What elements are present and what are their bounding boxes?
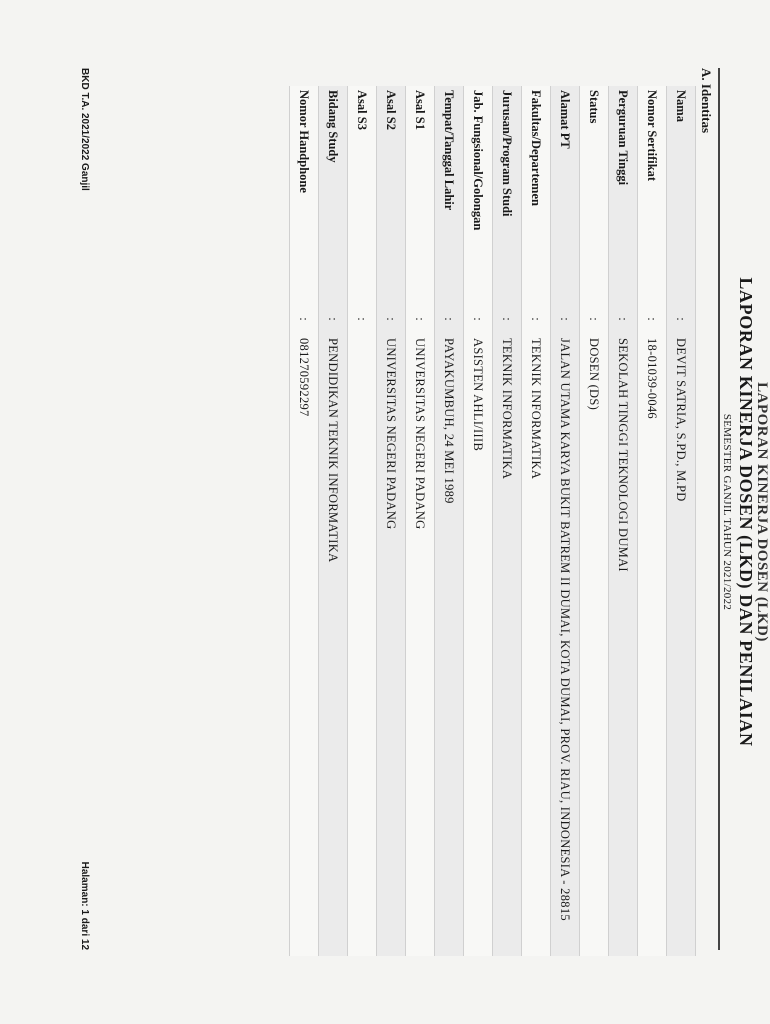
- row-separator: :: [522, 304, 551, 334]
- footer-page-number: Halaman: 1 dari 12: [79, 861, 90, 950]
- identity-row: [435, 86, 464, 956]
- row-separator: :: [464, 304, 493, 334]
- row-label: Jab. Fungsional/Golongan: [464, 86, 493, 304]
- row-label: Fakultas/Departemen: [522, 86, 551, 304]
- row-separator: :: [609, 304, 638, 334]
- row-value: DOSEN (DS): [580, 334, 609, 956]
- row-label: Asal S2: [377, 86, 406, 304]
- identity-row: [319, 86, 348, 956]
- row-label: Asal S1: [406, 86, 435, 304]
- row-separator: :: [435, 304, 464, 334]
- row-separator: :: [493, 304, 522, 334]
- row-label: Alamat PT: [551, 86, 580, 304]
- row-label: Tempat/Tanggal Lahir: [435, 86, 464, 304]
- identity-row: [377, 86, 406, 956]
- row-value: JALAN UTAMA KARYA BUKIT BATREM II DUMAI, KOTA DUMAI, PROV. RIAU, INDONESIA - 28815: [551, 334, 580, 956]
- partial-top-title: LAPORAN KINERJA DOSEN (LKD): [754, 382, 770, 642]
- row-label: Asal S3: [348, 86, 377, 304]
- identity-table: [289, 86, 696, 956]
- row-label: Nama: [667, 86, 696, 304]
- row-separator: :: [580, 304, 609, 334]
- row-separator: :: [406, 304, 435, 334]
- row-value: ASISTEN AHLI/IIIB: [464, 334, 493, 956]
- identity-row: [551, 86, 580, 956]
- identity-row: [638, 86, 667, 956]
- row-value: UNIVERSITAS NEGERI PADANG: [406, 334, 435, 956]
- row-value: PAYAKUMBUH, 24 MEI 1989: [435, 334, 464, 956]
- row-label: Nomor Handphone: [290, 86, 319, 304]
- page-subtitle: SEMESTER GANJIL TAHUN 2021/2022: [721, 413, 733, 611]
- identity-row: [406, 86, 435, 956]
- row-separator: :: [638, 304, 667, 334]
- row-separator: :: [667, 304, 696, 334]
- header-divider: [718, 68, 720, 950]
- section-heading: A. Identitas: [699, 68, 714, 134]
- row-label: Perguruan Tinggi: [609, 86, 638, 304]
- row-value: [348, 334, 377, 956]
- row-value: TEKNIK INFORMATIKA: [493, 334, 522, 956]
- row-label: Status: [580, 86, 609, 304]
- row-separator: :: [551, 304, 580, 334]
- identity-row: [667, 86, 696, 956]
- row-value: SEKOLAH TINGGI TEKNOLOGI DUMAI: [609, 334, 638, 956]
- row-label: Nomor Sertifikat: [638, 86, 667, 304]
- row-separator: :: [377, 304, 406, 334]
- page-title: LAPORAN KINERJA DOSEN (LKD) DAN PENILAIAN: [736, 277, 756, 747]
- row-value: DEVIT SATRIA, S.PD., M.PD: [667, 334, 696, 956]
- identity-row: [493, 86, 522, 956]
- row-value: 081270592297: [290, 334, 319, 956]
- identity-row: [464, 86, 493, 956]
- row-value: TEKNIK INFORMATIKA: [522, 334, 551, 956]
- identity-row: [522, 86, 551, 956]
- identity-row: [290, 86, 319, 956]
- row-value: PENDIDIKAN TEKNIK INFORMATIKA: [319, 334, 348, 956]
- identity-row: [348, 86, 377, 956]
- row-separator: :: [348, 304, 377, 334]
- row-label: Jurusan/Program Studi: [493, 86, 522, 304]
- identity-row: [609, 86, 638, 956]
- row-label: Bidang Study: [319, 86, 348, 304]
- row-separator: :: [290, 304, 319, 334]
- row-value: UNIVERSITAS NEGERI PADANG: [377, 334, 406, 956]
- row-separator: :: [319, 304, 348, 334]
- footer-bkd-label: BKD T.A. 2021/2022 Ganjil: [79, 68, 90, 191]
- identity-row: [580, 86, 609, 956]
- row-value: 18-01039-0046: [638, 334, 667, 956]
- identity-table-body: [290, 86, 696, 956]
